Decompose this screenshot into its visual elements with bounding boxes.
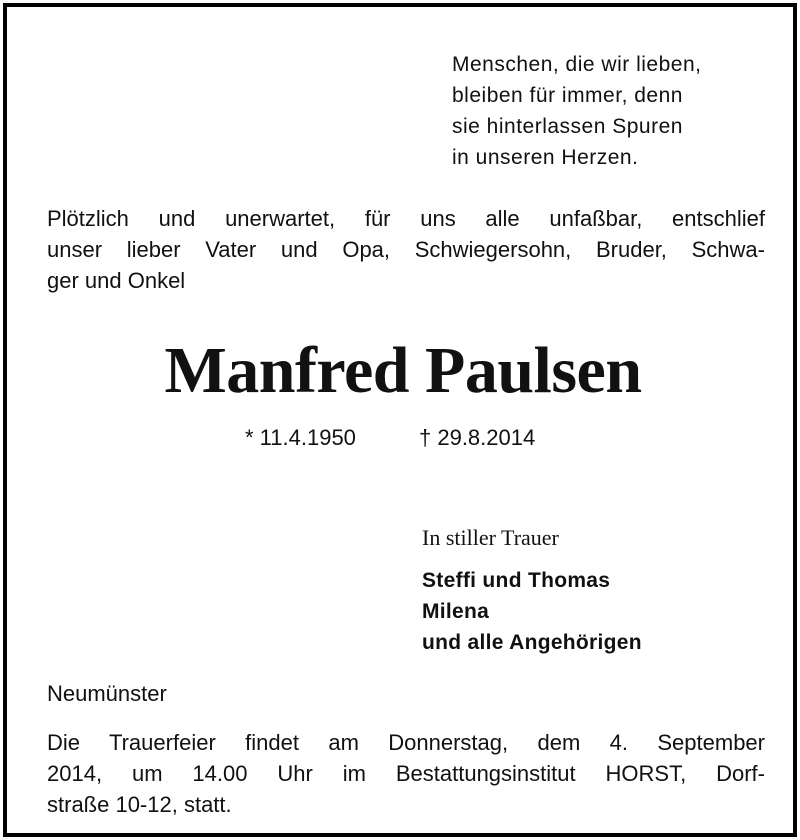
ceremony-line: 2014, um 14.00 Uhr im Bestattungsinstitut HORST, Dorf-	[47, 761, 765, 786]
mourner-name: Milena	[422, 600, 490, 623]
mourner-name: Steffi und Thomas	[422, 569, 611, 592]
announcement-line: ger und Onkel	[47, 268, 186, 293]
place-name: Neumünster	[47, 681, 167, 706]
announcement-text	[47, 203, 765, 296]
poem-line: Menschen, die wir lieben,	[452, 53, 702, 76]
announcement-line: Plötzlich und unerwartet, für uns alle unfaßbar, entschlief	[47, 206, 765, 231]
announcement-line: unser lieber Vater und Opa, Schwiegersohn, Bruder, Schwa-	[47, 237, 765, 262]
mourner-name: und alle Angehörigen	[422, 631, 642, 654]
ceremony-line: Die Trauerfeier findet am Donnerstag, dem 4. September	[47, 730, 765, 755]
mourners-list	[422, 565, 642, 658]
obituary-notice	[3, 3, 797, 837]
birth-date: * 11.4.1950	[245, 425, 356, 450]
poem-line: bleiben für immer, denn	[452, 84, 683, 107]
poem-line: in unseren Herzen.	[452, 146, 639, 169]
death-date: † 29.8.2014	[419, 425, 536, 450]
ceremony-text	[47, 727, 765, 820]
mourning-heading: In stiller Trauer	[422, 525, 559, 550]
poem-line: sie hinterlassen Spuren	[452, 115, 683, 138]
deceased-name: Manfred Paulsen	[164, 334, 642, 407]
memorial-poem	[452, 49, 701, 173]
ceremony-line: straße 10-12, statt.	[47, 792, 232, 817]
